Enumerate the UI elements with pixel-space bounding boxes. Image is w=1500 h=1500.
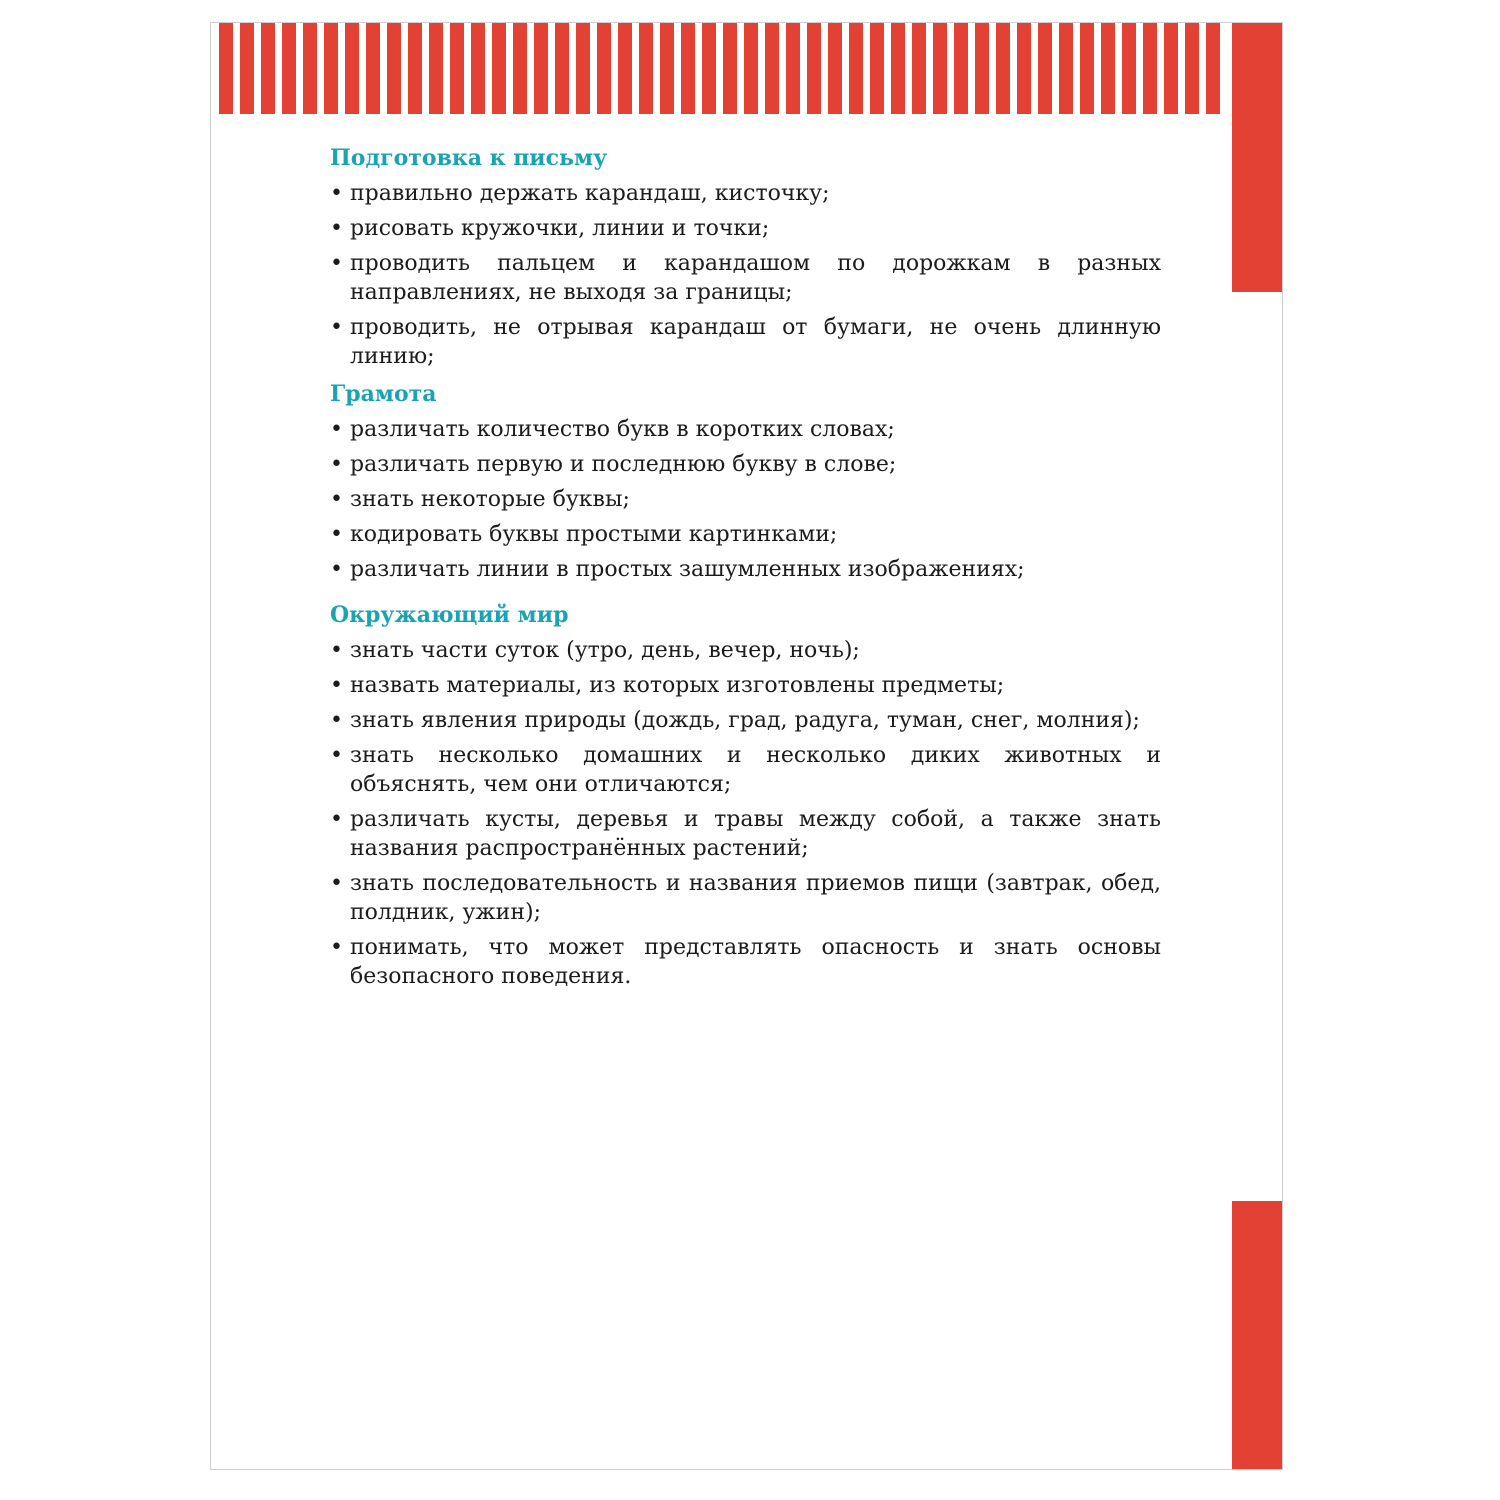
list-item: • знать явления природы (дождь, град, радуга, туман, снег, молния); [330, 706, 1161, 735]
list-item: • знать несколько домашних и несколько диких животных и объяснять, чем они отличаются; [330, 741, 1161, 799]
decorative-red-stripes [219, 23, 1225, 114]
list-literacy [330, 415, 1161, 584]
list-item: • различать первую и последнюю букву в слове; [330, 450, 1161, 479]
list-item: • рисовать кружочки, линии и точки; [330, 214, 1161, 243]
list-writing-prep [330, 179, 1161, 371]
list-item: • проводить, не отрывая карандаш от бумаги, не очень длинную линию; [330, 313, 1161, 371]
list-world-around [330, 636, 1161, 991]
decorative-side-bar-top [1232, 23, 1282, 292]
list-item: • знать части суток (утро, день, вечер, ночь); [330, 636, 1161, 665]
document-page [210, 22, 1283, 1470]
list-item: • кодировать буквы простыми картинками; [330, 520, 1161, 549]
list-item: • различать количество букв в коротких словах; [330, 415, 1161, 444]
section-heading-writing-prep: Подготовка к письму [330, 145, 608, 171]
section-heading-world-around: Окружающий мир [330, 602, 569, 628]
list-item: • знать некоторые буквы; [330, 485, 1161, 514]
page-content [330, 141, 1161, 997]
list-item: • правильно держать карандаш, кисточку; [330, 179, 1161, 208]
section-heading-literacy: Грамота [330, 381, 437, 407]
list-item: • проводить пальцем и карандашом по дорожкам в разных направлениях, не выходя за границы; [330, 249, 1161, 307]
list-item: • знать последовательность и названия приемов пищи (завтрак, обед, полдник, ужин); [330, 869, 1161, 927]
list-item: • назвать материалы, из которых изготовлены предметы; [330, 671, 1161, 700]
list-item: • различать кусты, деревья и травы между собой, а также знать названия распространённых растений; [330, 805, 1161, 863]
decorative-side-bar-bottom [1232, 1201, 1282, 1469]
list-item: • различать линии в простых зашумленных изображениях; [330, 555, 1161, 584]
list-item: • понимать, что может представлять опасность и знать основы безопасного поведения. [330, 933, 1161, 991]
